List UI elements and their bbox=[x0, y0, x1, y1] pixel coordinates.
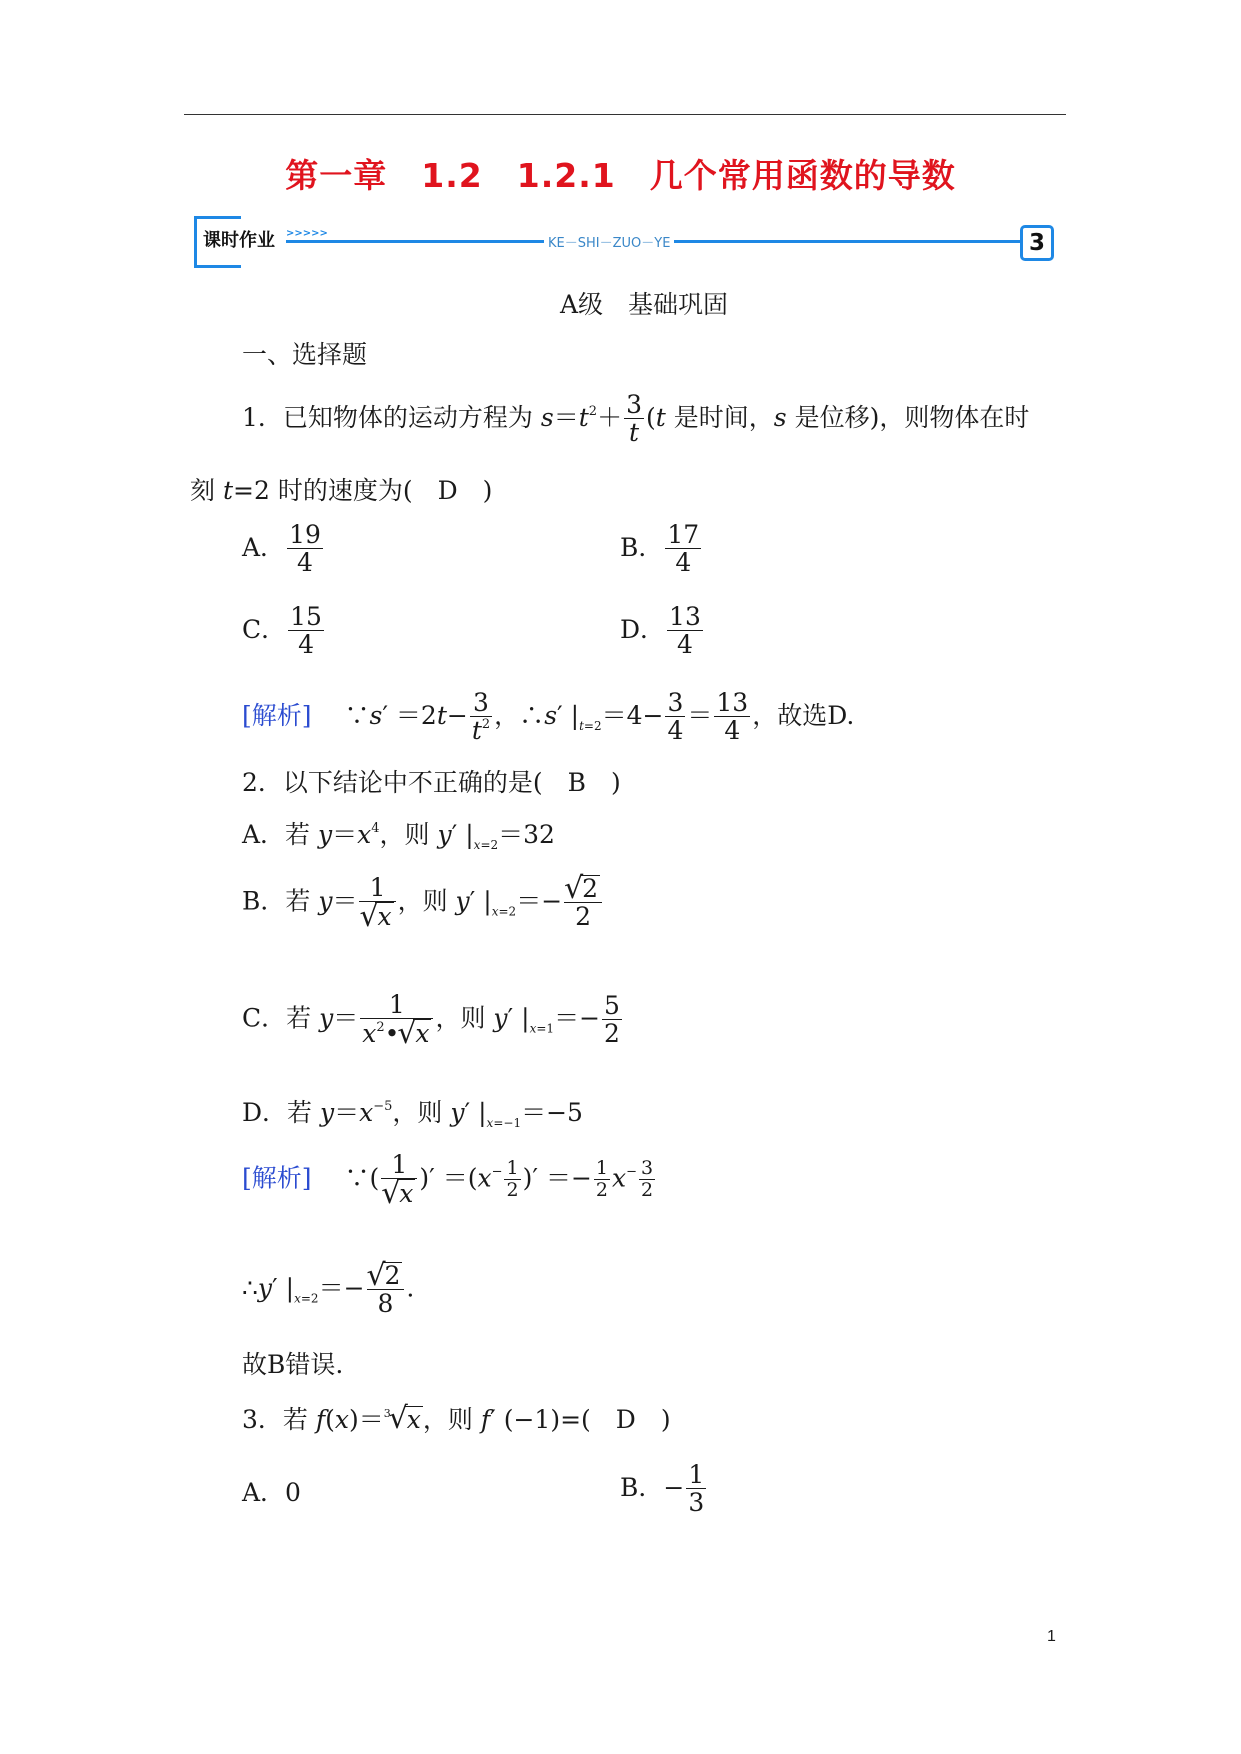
q1-option-a: A． $\frac{19}{4}$ bbox=[242, 520, 321, 578]
banner-arrows: >>>>> bbox=[286, 228, 328, 239]
banner-pinyin: KE－SHI－ZUO－YE bbox=[544, 232, 674, 251]
header-rule bbox=[184, 114, 1066, 115]
q1-tail2: 是位移)，则物体在时 bbox=[794, 402, 1030, 432]
q1-option-b: B． $\frac{17}{4}$ bbox=[620, 520, 700, 578]
q2-option-c: C．若 y＝ $\frac{1}{x^2•√ x}$ ，则 y′ $|_{x=1}=-$ $\frac{5}{2}$ bbox=[242, 992, 624, 1048]
question-1: 1．已知物体的运动方程为 $s=t^2+$ $\frac{3}{t}$ (t 是时间，s 是位移)，则物体在时 bbox=[242, 390, 1030, 448]
q2-analysis-2: ∴y′ $|_{x=2}=-$ √ $\frac{2}{8}$ . bbox=[242, 1262, 414, 1318]
q2-option-b: B．若 y＝ 1 √ x ，则 y′ $|_{x=2}=-$ √ $\frac{2}{2}$ bbox=[242, 875, 604, 931]
page-number: 1 bbox=[1047, 1628, 1056, 1645]
level-heading: A级 基础巩固 bbox=[560, 290, 729, 319]
banner-label: 课时作业 bbox=[203, 230, 275, 251]
q1-lead: 1．已知物体的运动方程为 bbox=[242, 402, 533, 432]
q2-analysis-label: [解析] bbox=[242, 1163, 312, 1193]
q3-option-a: A．0 bbox=[242, 1478, 301, 1507]
homework-banner bbox=[194, 216, 1054, 268]
q1-option-d: D． $\frac{13}{4}$ bbox=[620, 602, 701, 660]
question-3: 3．若 f(x)＝$^3$√ x，则 f′ (−1)=( D ) bbox=[242, 1406, 671, 1432]
q2-conclusion: 故B错误. bbox=[242, 1350, 344, 1379]
q1-tail: 是时间， bbox=[673, 402, 774, 432]
question-1-line2: 刻 t=2 时的速度为( D ) bbox=[190, 476, 493, 505]
q3-option-b: B．− $\frac{1}{3}$ bbox=[620, 1460, 705, 1518]
q2-option-a: A．若 $y=x^4$，则 y′ $|_{x=2}=32$ bbox=[242, 820, 555, 852]
q2-analysis: [解析] ∵( 1 √ x )′ ＝(x− $\frac{1}{2}$ )′ ＝− $\frac{1}{2}$ x− $\frac{3}{2}$ bbox=[242, 1152, 657, 1208]
page-title: 第一章 1.2 1.2.1 几个常用函数的导数 bbox=[285, 156, 956, 195]
banner-number: 3 bbox=[1020, 225, 1054, 261]
q1-analysis: [解析] ∵s′ ＝2t− $\frac{3}{t^2}$ ，∴s′ $|_{t=2}=4-$ $\frac{3}{4}$ ＝ $\frac{13}{4}$ ，故选D. bbox=[242, 688, 855, 746]
q1-analysis-label: [解析] bbox=[242, 700, 312, 730]
q1-option-c: C． $\frac{15}{4}$ bbox=[242, 602, 322, 660]
q2-option-d: D．若 $y=x^{-5}$，则 y′ $|_{x=-1}=-5$ bbox=[242, 1098, 583, 1130]
section-heading: 一、选择题 bbox=[242, 340, 368, 369]
question-2: 2．以下结论中不正确的是( B ) bbox=[242, 768, 621, 797]
